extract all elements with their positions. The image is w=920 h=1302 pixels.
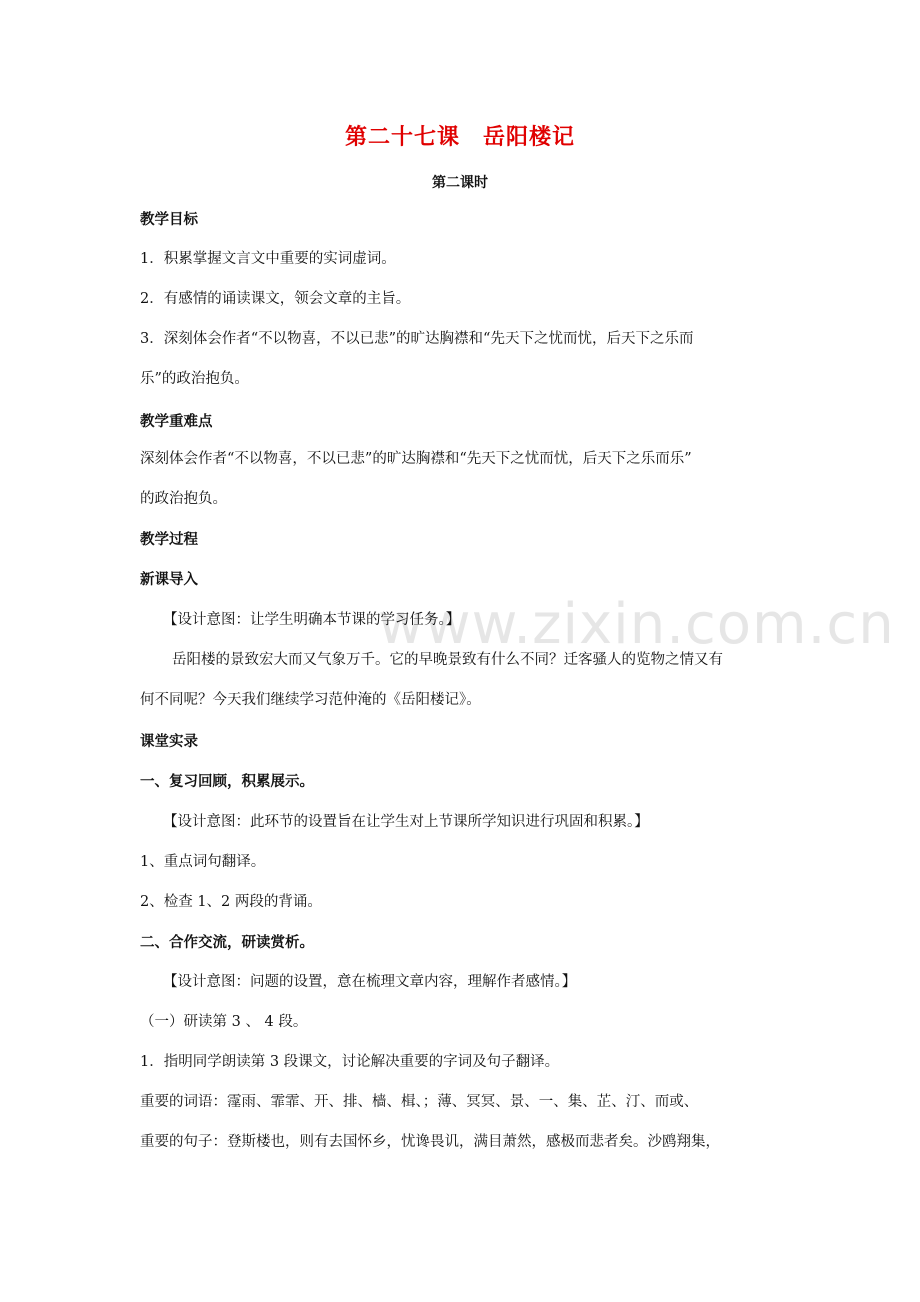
heading-key-points: 教学重难点 [140,414,213,430]
heading-teaching-process: 教学过程 [140,532,198,548]
heading-section-1: 一、复习回顾，积累展示。 [140,774,314,790]
intro-paragraph-cont: 何不同呢？今天我们继续学习范仲淹的《岳阳楼记》。 [140,692,481,708]
design-intent-2: 【设计意图：此环节的设置旨在让学生对上节课所学知识进行巩固和积累。】 [163,814,649,830]
important-sentences: 重要的句子：登斯楼也，则有去国怀乡，忧谗畏讥，满目萧然，感极而悲者矣。沙鸥翔集， [140,1134,720,1150]
heading-introduction: 新课导入 [140,572,198,588]
lesson-subtitle: 第二课时 [432,175,488,191]
goal-item-1: 1．积累掌握文言文中重要的实词虚词。 [140,251,396,267]
review-item-1: 1、重点词句翻译。 [140,854,266,870]
heading-classroom-record: 课堂实录 [140,734,198,750]
intro-paragraph: 岳阳楼的景致宏大而又气象万千。它的早晚景致有什么不同？迁客骚人的览物之情又有 [172,652,723,668]
subsection-1: （一）研读第 3 、 4 段。 [140,1014,308,1030]
goal-item-2: 2．有感情的诵读课文，领会文章的主旨。 [140,291,411,307]
design-intent-1: 【设计意图：让学生明确本节课的学习任务。】 [163,612,461,628]
key-points-text-cont: 的政治抱负。 [140,491,227,507]
review-item-2: 2、检查 1、2 两段的背诵。 [140,894,322,910]
task-item-1: 1．指明同学朗读第 3 段课文，讨论解决重要的字词及句子翻译。 [140,1054,560,1070]
watermark: www.zixin.com.cn [378,592,895,657]
design-intent-3: 【设计意图：问题的设置，意在梳理文章内容，理解作者感情。】 [163,974,577,990]
important-words: 重要的词语：霪雨、霏霏、开、排、樯、楫、；薄、冥冥、景、一、集、芷、汀、而或、 [140,1094,699,1110]
goal-item-3-cont: 乐”的政治抱负。 [140,371,249,387]
heading-teaching-goals: 教学目标 [140,212,198,228]
goal-item-3: 3．深刻体会作者“不以物喜，不以已悲”的旷达胸襟和“先天下之忧而忧，后天下之乐而 [140,331,694,347]
key-points-text: 深刻体会作者“不以物喜，不以已悲”的旷达胸襟和“先天下之忧而忧，后天下之乐而乐” [140,451,692,467]
heading-section-2: 二、合作交流，研读赏析。 [140,935,314,951]
lesson-title: 第二十七课 岳阳楼记 [344,125,575,150]
